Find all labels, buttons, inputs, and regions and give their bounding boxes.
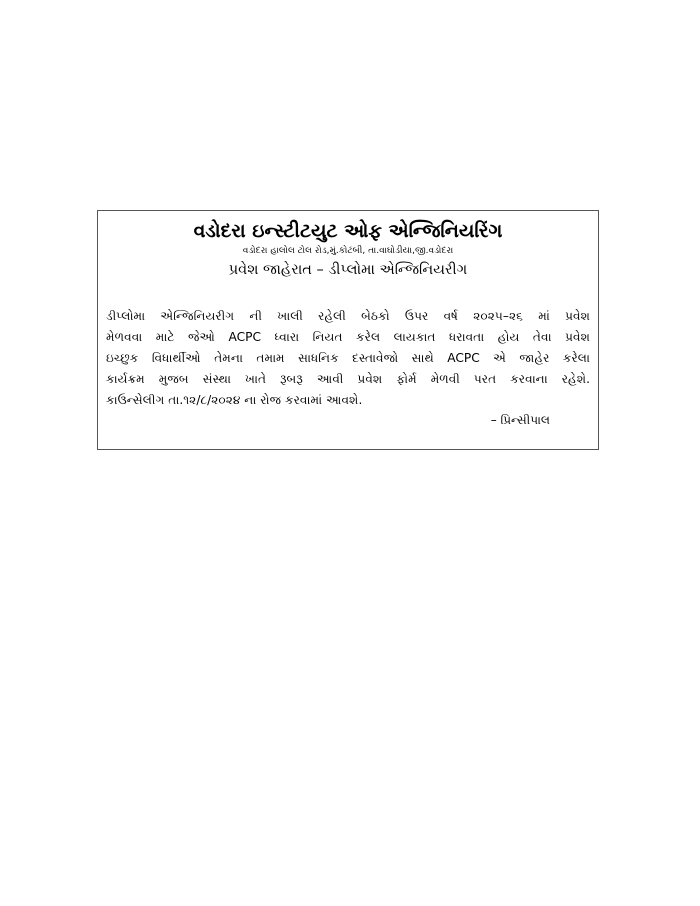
body-line-1: ડીપ્લોમા એન્જિનિયરીગ ની ખાલી રહેલી બેઠકો ઉપર વર્ષ ૨૦૨૫–૨૬ માં પ્રવેશ [106, 309, 590, 323]
body-line-5: કાઉન્સેલીગ તા.૧૨/૮/૨૦૨૪ ના રોજ કરવામાં આવશે. [106, 393, 363, 407]
notice-box [97, 210, 599, 450]
notice-subtitle: પ્રવેશ જાહેરાત – ડીપ્લોમા એન્જિનિયરીગ [228, 262, 468, 278]
body-line-4: કાર્યક્રમ મુજબ સંસ્થા ખાતે રૂબરૂ આવી પ્રવેશ ફોર્મ મેળવી પરત કરવાના રહેશે. [106, 372, 590, 386]
notice-body [106, 306, 590, 411]
institute-title: વડોદરા ઇન્સ્ટીટયુટ ઓફ એન્જિનિયરિંગ [193, 220, 503, 242]
principal-signature: – પ્રિન્સીપાલ [490, 413, 550, 427]
body-line-3: ઇચ્છુક વિધાર્થીઓ તેમના તમામ સાધનિક દસ્તાવેજો સાથે ACPC એ જાહેર કરેલા [106, 351, 590, 365]
institute-address: વડોદરા હાલોલ ટોલ રોડ,મું.કોટંબી, તા.વાઘોડીયા,જી.વડોદરા [242, 246, 454, 256]
body-line-2: મેળવવા માટે જેઓ ACPC ધ્વારા નિયત કરેલ લાયકાત ધરાવતા હોય તેવા પ્રવેશ [106, 330, 590, 344]
